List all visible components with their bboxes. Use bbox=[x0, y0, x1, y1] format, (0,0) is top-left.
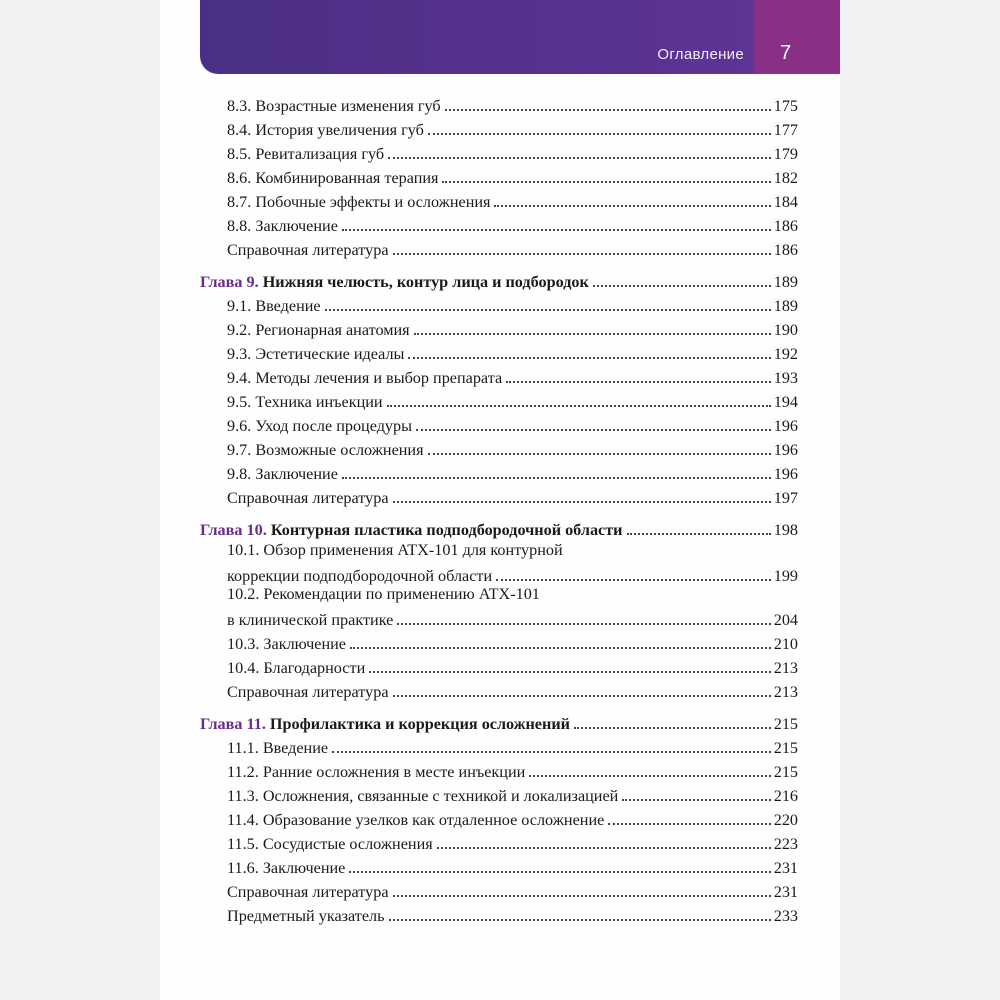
toc-entry-line1: 10.1. Обзор применения ATX-101 для контурной bbox=[227, 541, 563, 559]
chapter-number: Глава 11. bbox=[200, 715, 266, 733]
toc-entry[interactable]: 11.2. Ранние осложнения в месте инъекции 215 bbox=[227, 763, 798, 781]
toc-entry[interactable]: 11.4. Образование узелков как отдаленное осложнение 220 bbox=[227, 811, 798, 829]
toc-entry[interactable]: 11.5. Сосудистые осложнения 223 bbox=[227, 835, 798, 853]
toc-entry[interactable]: коррекции подподбородочной области 199 bbox=[227, 567, 798, 585]
toc-entry[interactable]: 9.4. Методы лечения и выбор препарата 193 bbox=[227, 369, 798, 387]
toc-entry[interactable]: 11.1. Введение 215 bbox=[227, 739, 798, 757]
toc-entry[interactable]: 11.3. Осложнения, связанные с техникой и локализацией 216 bbox=[227, 787, 798, 805]
toc-entry-line1: 10.2. Рекомендации по применению ATX-101 bbox=[227, 585, 540, 603]
toc-chapter-10[interactable]: Глава 10. Контурная пластика подподбородочной области 198 bbox=[200, 521, 798, 539]
chapter-number: Глава 9. bbox=[200, 273, 259, 291]
toc-entry[interactable]: 9.6. Уход после процедуры 196 bbox=[227, 417, 798, 435]
toc-entry[interactable]: 8.7. Побочные эффекты и осложнения 184 bbox=[227, 193, 798, 211]
toc-chapter-11[interactable]: Глава 11. Профилактика и коррекция осложнений 215 bbox=[200, 715, 798, 733]
toc-entry[interactable]: 9.1. Введение 189 bbox=[227, 297, 798, 315]
toc-entry[interactable]: 8.4. История увеличения губ 177 bbox=[227, 121, 798, 139]
toc-entry[interactable]: 8.6. Комбинированная терапия 182 bbox=[227, 169, 798, 187]
toc-entry[interactable]: Справочная литература 197 bbox=[227, 489, 798, 507]
toc-entry[interactable]: 11.6. Заключение 231 bbox=[227, 859, 798, 877]
chapter-title: Нижняя челюсть, контур лица и подбородок bbox=[262, 273, 589, 291]
toc-entry[interactable]: 9.8. Заключение 196 bbox=[227, 465, 798, 483]
book-page bbox=[160, 0, 840, 1000]
toc-entry[interactable]: Предметный указатель 233 bbox=[227, 907, 798, 925]
chapter-number: Глава 10. bbox=[200, 521, 267, 539]
toc-entry[interactable]: 9.3. Эстетические идеалы 192 bbox=[227, 345, 798, 363]
header-title: Оглавление bbox=[657, 46, 744, 63]
toc-entry[interactable]: 8.3. Возрастные изменения губ 175 bbox=[227, 97, 798, 115]
page-number-box bbox=[754, 0, 840, 74]
toc-entry[interactable]: в клинической практике 204 bbox=[227, 611, 798, 629]
toc-entry[interactable]: 9.7. Возможные осложнения 196 bbox=[227, 441, 798, 459]
page-header bbox=[200, 0, 840, 74]
toc-entry[interactable]: Справочная литература 186 bbox=[227, 241, 798, 259]
chapter-title: Контурная пластика подподбородочной области bbox=[270, 521, 623, 539]
toc-entry[interactable]: Справочная литература 231 bbox=[227, 883, 798, 901]
chapter-title: Профилактика и коррекция осложнений bbox=[269, 715, 570, 733]
toc-entry[interactable]: 10.4. Благодарности 213 bbox=[227, 659, 798, 677]
toc-entry[interactable]: 9.5. Техника инъекции 194 bbox=[227, 393, 798, 411]
toc-entry[interactable]: Справочная литература 213 bbox=[227, 683, 798, 701]
toc-entry[interactable]: 8.5. Ревитализация губ 179 bbox=[227, 145, 798, 163]
page-number: 7 bbox=[780, 42, 792, 64]
toc-entry[interactable]: 9.2. Регионарная анатомия 190 bbox=[227, 321, 798, 339]
toc-chapter-9[interactable]: Глава 9. Нижняя челюсть, контур лица и подбородок 189 bbox=[200, 273, 798, 291]
toc-entry[interactable]: 8.8. Заключение 186 bbox=[227, 217, 798, 235]
toc-entry[interactable]: 10.3. Заключение 210 bbox=[227, 635, 798, 653]
